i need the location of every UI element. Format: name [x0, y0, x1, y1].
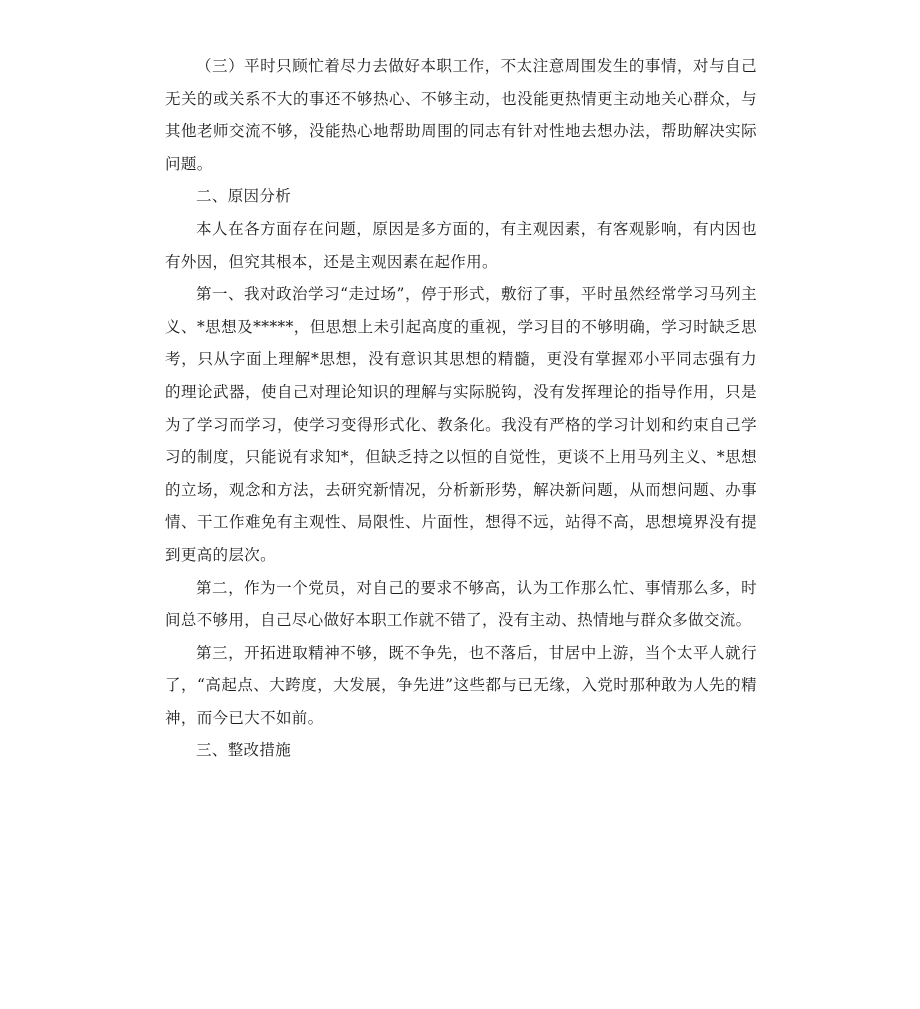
- paragraph-cause-second: 第二，作为一个党员，对自己的要求不够高，认为工作那么忙、事情那么多，时间总不够用，自己尽心做好本职工作就不错了，没有主动、热情地与群众多做交流。: [165, 578, 757, 630]
- paragraph-cause-intro: 本人在各方面存在问题，原因是多方面的，有主观因素，有客观影响，有内因也有外因，但究其根本，还是主观因素在起作用。: [165, 219, 757, 271]
- document-page: [165, 50, 757, 767]
- paragraph-cause-first: 第一、我对政治学习“走过场”，停于形式，敷衍了事，平时虽然经常学习马列主义、*思想及*****，但思想上未引起高度的重视，学习目的不够明确，学习时缺乏思考，只从字面上理解*思想，没有意识其思想的精髓，更没有掌握邓小平同志强有力的理论武器，使自己对理论知识的理解与实际脱钩，没有发挥理论的指导作用，只是为了学习而学习，使学习变得形式化、教条化。我没有严格的学习计划和约束自己学习的制度，只能说有求知*，但缺乏持之以恒的自觉性，更谈不上用马列主义、*思想的立场，观念和方法，去研究新情况，分析新形势，解决新问题，从而想问题、办事情、干工作难免有主观性、局限性、片面性，想得不远，站得不高，思想境界没有提到更高的层次。: [165, 285, 757, 564]
- paragraph-cause-third: 第三，开拓进取精神不够，既不争先，也不落后，甘居中上游，当个太平人就行了，“高起点、大跨度，大发展，争先进”这些都与已无缘，入党时那种敢为人先的精神，而今已大不如前。: [165, 643, 757, 727]
- heading-rectification-measures: 三、整改措施: [196, 741, 292, 760]
- heading-cause-analysis: 二、原因分析: [196, 187, 292, 206]
- paragraph-issue-three: （三）平时只顾忙着尽力去做好本职工作，不太注意周围发生的事情，对与自己无关的或关系不大的事还不够热心、不够主动，也没能更热情更主动地关心群众，与其他老师交流不够，没能热心地帮助周围的同志有针对性地去想办法，帮助解决实际问题。: [165, 57, 757, 173]
